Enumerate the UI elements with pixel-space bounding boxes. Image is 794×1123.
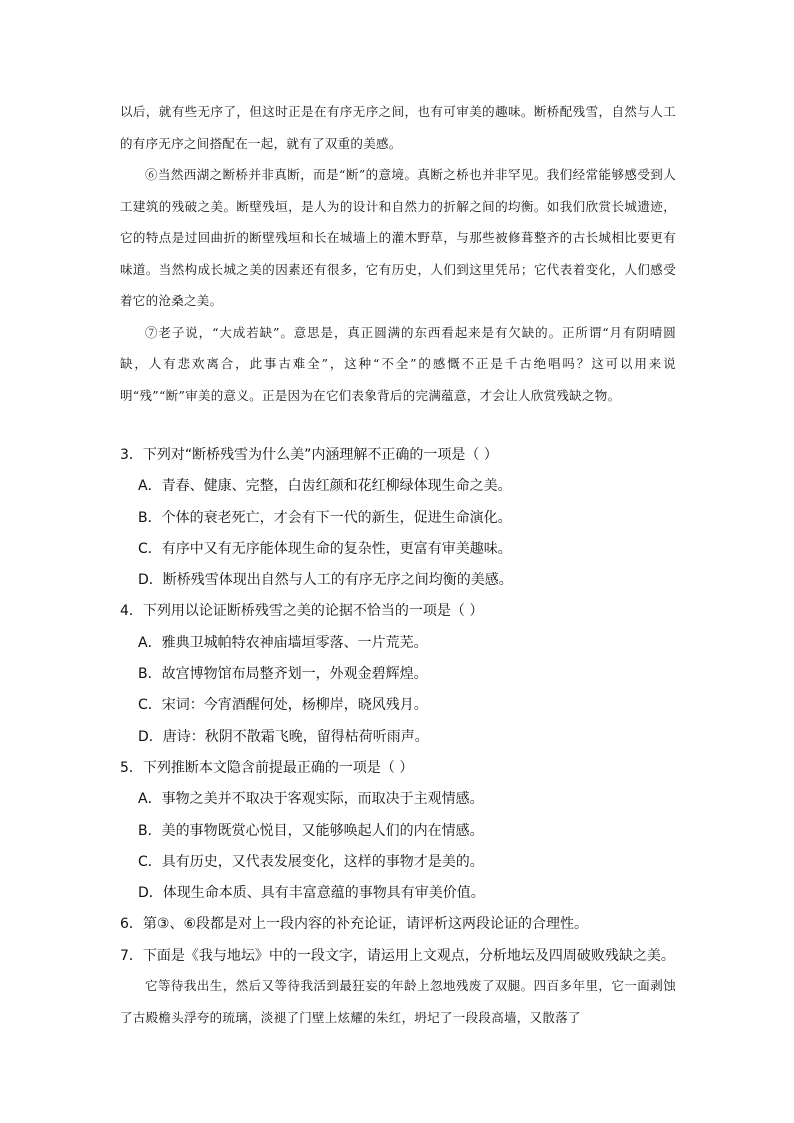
excerpt-paragraph: 它等待我出生，然后又等待我活到最狂妄的年龄上忽地残废了双腿。四百多年里，它一面剥蚀了古殿檐头浮夸的琉璃，淡褪了门壁上炫耀的朱红，坍圮了一段段高墙，又散落了	[120, 978, 676, 1025]
question-list	[120, 440, 680, 972]
question-4-option-c: C．宋词：今宵酒醒何处，杨柳岸，晓风残月。	[138, 697, 428, 714]
question-5-option-d: D．体现生命本质、具有丰富意蕴的事物具有审美价值。	[138, 885, 485, 902]
question-3-stem: 3．下列对“断桥残雪为什么美”内涵理解不正确的一项是（ ）	[120, 447, 498, 463]
passage-paragraph-5-end: 以后，就有些无序了，但这时正是在有序无序之间，也有可审美的趣味。断桥配残雪，自然与人工的有序无序之间搭配在一起，就有了双重的美感。	[120, 104, 676, 151]
passage-paragraph-7: ⑦老子说，“大成若缺”。意思是，真正圆满的东西看起来是有欠缺的。正所谓“月有阴晴圆缺，人有悲欢离合，此事古难全”，这种“不全”的感慨不正是千古绝唱吗？这可以用来说明“残”“断”审美的意义。正是因为在它们表象背后的完满蕴意，才会让人欣赏残缺之物。	[120, 324, 676, 403]
question-4-option-d: D．唐诗：秋阴不散霜飞晚，留得枯荷听雨声。	[138, 728, 429, 745]
question-4-stem: 4．下列用以论证断桥残雪之美的论据不恰当的一项是（ ）	[120, 603, 484, 620]
question-3-option-b: B．个体的衰老死亡，才会有下一代的新生，促进生命演化。	[138, 509, 512, 526]
question-7-stem: 7．下面是《我与地坛》中的一段文字，请运用上文观点，分析地坛及四周破败残缺之美。	[120, 947, 675, 964]
question-5-option-a: A．事物之美并不取决于客观实际，而取决于主观情感。	[138, 791, 484, 808]
question-3-option-d: D．断桥残雪体现出自然与人工的有序无序之间均衡的美感。	[138, 572, 513, 589]
question-6-stem: 6．第③、⑥段都是对上一段内容的补充论证，请评析这两段论证的合理性。	[120, 916, 589, 933]
question-4-option-a: A．雅典卫城帕特农神庙墙垣零落、一片荒芜。	[138, 634, 428, 651]
question-5-option-c: C．具有历史，又代表发展变化，这样的事物才是美的。	[138, 853, 484, 870]
question-3-option-c: C．有序中又有无序能体现生命的复杂性，更富有审美趣味。	[138, 540, 512, 557]
question-5-option-b: B．美的事物既赏心悦目，又能够唤起人们的内在情感。	[138, 822, 484, 839]
reading-passage	[120, 96, 676, 411]
question-5-stem: 5．下列推断本文隐含前提最正确的一项是（ ）	[120, 759, 414, 776]
excerpt-passage	[120, 970, 676, 1033]
question-4-option-b: B．故宫博物馆布局整齐划一，外观金碧辉煌。	[138, 666, 428, 683]
question-3-option-a: A．青春、健康、完整，白齿红颜和花红柳绿体现生命之美。	[138, 478, 512, 495]
passage-paragraph-6: ⑥当然西湖之断桥并非真断，而是“断”的意境。真断之桥也并非罕见。我们经常能够感受到人工建筑的残破之美。断壁残垣，是人为的设计和自然力的折解之间的均衡。如我们欣赏长城遗迹，它的特点是过回曲折的断壁残垣和长在城墙上的灌木野草，与那些被修葺整齐的古长城相比要更有味道。当然构成长城之美的因素还有很多，它有历史，人们到这里凭吊；它代表着变化，人们感受着它的沧桑之美。	[120, 167, 676, 308]
